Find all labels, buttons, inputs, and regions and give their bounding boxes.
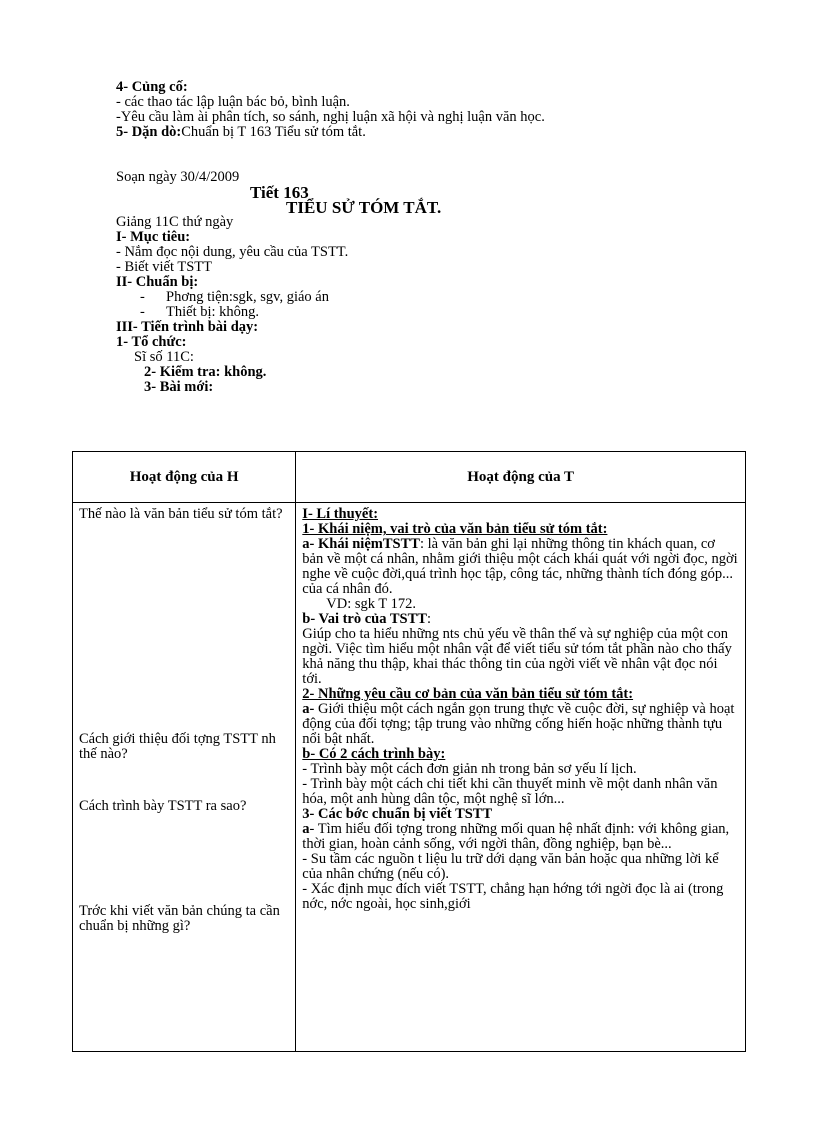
homework-label: 5- Dặn dò: (116, 124, 182, 140)
consolidate-heading: 4- Củng cố: (116, 79, 188, 95)
table-row (73, 503, 746, 1052)
process-heading: III- Tiến trình bài dạy: (116, 319, 259, 335)
attendance: Sĩ số 11C: (134, 349, 194, 365)
teaching-info: Giảng 11C thứ ngày (116, 214, 234, 230)
col-teacher-header: Hoạt động của T (296, 452, 746, 503)
section-2-heading: 2- Những yêu cầu cơ bản của văn bản tiểu sử tóm tắt: (302, 686, 634, 702)
preparation-item-2: - Thiết bị: không. (140, 304, 260, 320)
role-heading-line (302, 612, 739, 627)
step-a-text: - Tìm hiểu đối tợng trong những mối quan hệ nhất định: với không gian, thời gian, hoàn cảnh sống, với ngời thân, đồng nghiệp, bạn bè... (302, 821, 730, 852)
step-a (302, 822, 739, 852)
presentation-way-2: - Trình bày một cách chi tiết khi cần thuyết minh về một danh nhân văn hóa, một anh hùng dân tộc, một nghệ sĩ lớn... (302, 776, 718, 807)
requirement-b-heading: b- Có 2 cách trình bày: (302, 746, 446, 762)
objectives-heading: I- Mục tiêu: (116, 229, 191, 245)
requirement-a (302, 702, 739, 747)
requirement-a-text: Giới thiệu một cách ngắn gọn trung thực về cuộc đời, sự nghiệp và hoạt động của đối tợng; tập trung vào những cống hiến hoặc những thành tựu nổi bật nhất. (302, 701, 735, 747)
definition-label: a- Khái niệmTSTT (302, 536, 420, 552)
preparation-item-1-text: Phơng tiện:sgk, sgv, giáo án (166, 289, 329, 305)
consolidate-line-1: - các thao tác lập luận bác bỏ, bình luận. (116, 94, 350, 110)
section-3-heading: 3- Các bớc chuẩn bị viết TSTT (302, 806, 493, 822)
step-a-2: - Su tầm các nguồn t liệu lu trữ dới dạng văn bản hoặc qua những lời kể của nhân chứng (nếu có). (302, 851, 719, 882)
objective-1: - Nắm đọc nội dung, yêu cầu của TSTT. (116, 244, 349, 260)
role-text: Giúp cho ta hiểu những nts chủ yếu về thân thế và sự nghiệp của một con ngời. Việc tìm hiểu một nhân vật để viết tiểu sử tóm tắt phần nào cho thấy khả năng thu thập, khai thác thông tin của ngời viết về nhân vật đọc nói tới. (302, 626, 732, 687)
question-3: Cách trình bày TSTT ra sao? (79, 798, 247, 814)
definition-paragraph (302, 537, 739, 597)
section-theory: I- Lí thuyết: (302, 507, 379, 522)
step-a-3: - Xác định mục đích viết TSTT, chẳng hạn hớng tới ngời đọc là ai (trong nớc, nớc ngoài, học sinh,giới (302, 881, 724, 912)
definition-text: : là văn bản ghi lại những thông tin khách quan, cơ bản về một cá nhân, nhằm giới thiệu một cách khái quát với ngời đọc, ngời nghe về cuộc đời,quá trình học tập, công tác, những thành tích đóng góp... của cá nhân đó. (302, 536, 738, 597)
new-lesson-heading: 3- Bài mới: (144, 379, 214, 395)
presentation-way-1: - Trình bày một cách đơn giản nh trong bản sơ yếu lí lịch. (302, 761, 637, 777)
preparation-heading: II- Chuẩn bị: (116, 274, 199, 290)
teacher-activities-cell (296, 503, 746, 1052)
organization-heading: 1- Tổ chức: (116, 334, 187, 350)
col-student-header: Hoạt động của H (73, 452, 296, 503)
homework-line (116, 125, 756, 140)
role-colon: : (426, 611, 431, 627)
lesson-plan-header (116, 80, 756, 395)
section-1-heading: 1- Khái niệm, vai trò của văn bản tiểu sử tóm tắt: (302, 521, 608, 537)
question-4: Trớc khi viết văn bản chúng ta cần chuẩn bị những gì? (79, 903, 280, 934)
question-1: Thế nào là văn bản tiểu sử tóm tắt? (79, 507, 283, 522)
homework-text: Chuẩn bị T 163 Tiểu sử tóm tắt. (181, 124, 366, 140)
example-ref: VD: sgk T 172. (326, 596, 416, 612)
preparation-date: Soạn ngày 30/4/2009 (116, 169, 240, 185)
preparation-item-1: - Phơng tiện:sgk, sgv, giáo án (140, 289, 329, 305)
objective-2: - Biết viết TSTT (116, 259, 212, 275)
requirement-a-label: a- (302, 701, 315, 717)
lesson-title: TIỂU SỬ TÓM TẮT. (286, 198, 442, 217)
role-label: b- Vai trò của TSTT (302, 611, 427, 627)
activity-table (72, 451, 746, 1052)
check-heading: 2- Kiểm tra: không. (144, 364, 267, 380)
question-2: Cách giới thiệu đối tợng TSTT nh thế nào? (79, 731, 276, 762)
step-a-label: a (302, 821, 310, 837)
preparation-item-2-text: Thiết bị: không. (166, 304, 260, 320)
consolidate-line-2: -Yêu cầu làm ài phân tích, so sánh, nghị luận xã hội và nghị luận văn học. (116, 109, 545, 125)
lesson-number: Tiết 163 (250, 183, 309, 202)
student-activities-cell (73, 503, 296, 1052)
table-header-row (73, 452, 746, 503)
